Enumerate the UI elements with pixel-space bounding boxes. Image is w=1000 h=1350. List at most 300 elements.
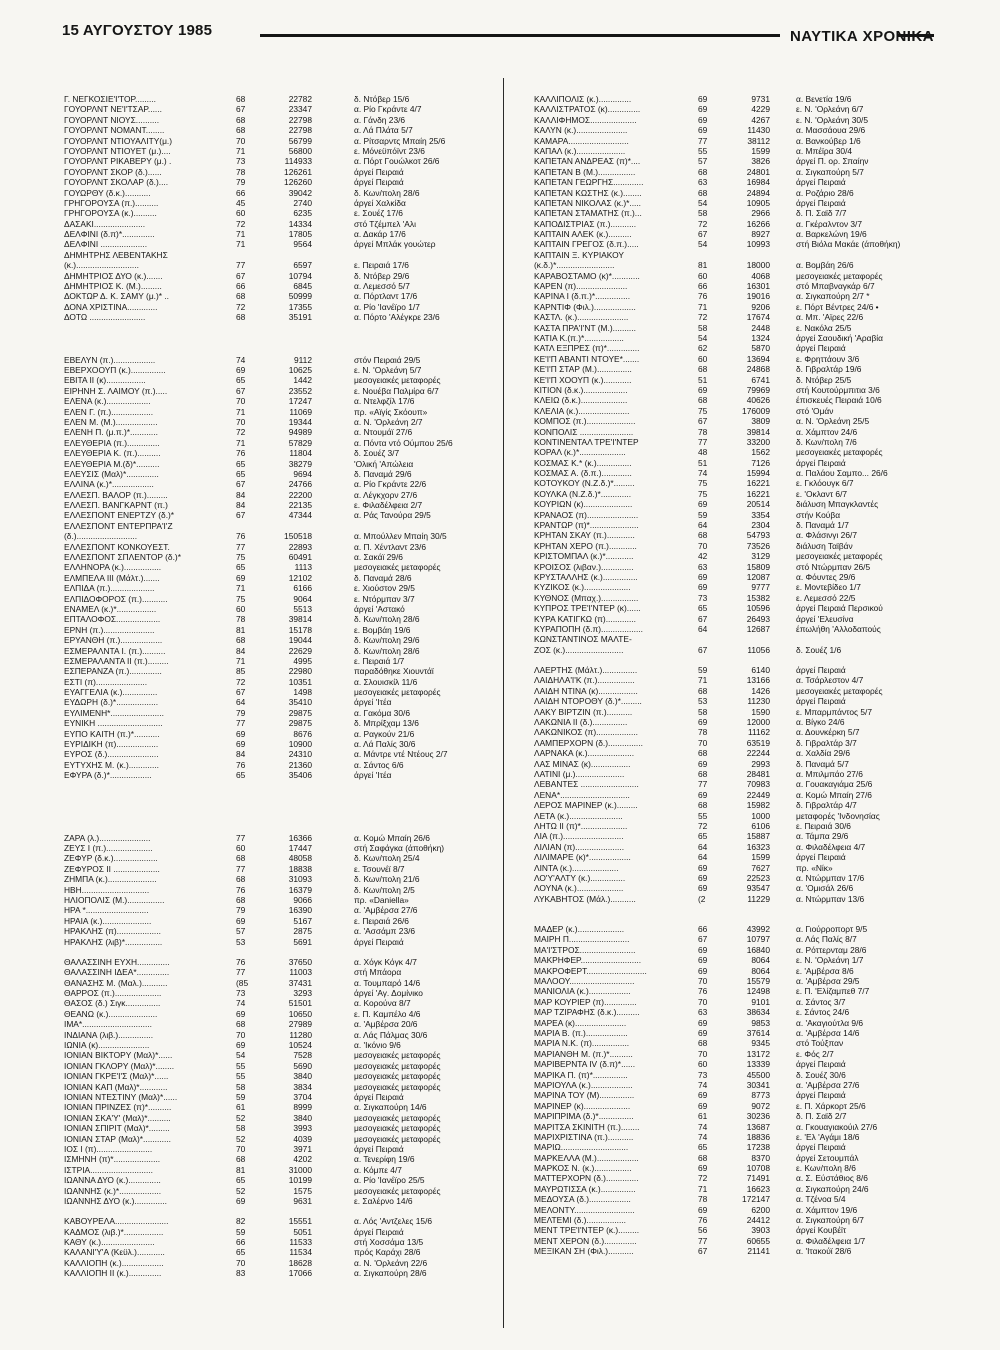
ship-row xyxy=(64,864,484,874)
ship-status: στή Σαφάγκα (άποθήκη) xyxy=(354,843,445,853)
ship-row xyxy=(534,323,954,333)
ship-name: ΙΩΑΝΝΗΣ (κ.)*.................. xyxy=(64,1185,162,1196)
tonnage: 22629 xyxy=(288,645,312,656)
ship-status: άργεί Πειραιά xyxy=(354,1226,404,1237)
tonnage: 16301 xyxy=(746,281,770,292)
ship-status: μεσογειακές μεταφορές xyxy=(796,447,883,458)
ship-row xyxy=(534,696,954,706)
ship-status: α. Τζένοα 5/4 xyxy=(796,1194,846,1205)
tonnage: 10794 xyxy=(288,270,312,281)
ship-status: στό Ντώρμπαν 26/5 xyxy=(796,561,871,572)
ship-status: ε. Πειραιά 30/6 xyxy=(796,820,851,831)
build-year: 69 xyxy=(698,1204,708,1215)
ship-row xyxy=(64,125,484,135)
build-year: 69 xyxy=(236,1195,246,1206)
build-year: 67 xyxy=(698,416,708,427)
ship-row xyxy=(534,572,954,582)
ship-row xyxy=(64,635,484,645)
ship-row xyxy=(534,1059,954,1069)
build-year: 72 xyxy=(236,676,246,687)
ship-status: α. Πόρτ Γουώλκοτ 26/6 xyxy=(354,156,440,167)
tonnage: 22782 xyxy=(288,94,312,104)
ship-name: ΚΡΟΙΣΟΣ (λιβαν.).............. xyxy=(534,561,634,572)
ship-status: άργεί Πειραιά xyxy=(796,197,846,208)
ship-name: ΜΑΝΙΟΛΙΑ (κ.).................. xyxy=(534,986,631,997)
build-year: 72 xyxy=(236,427,246,438)
build-year: 51 xyxy=(698,374,708,385)
tonnage: 11280 xyxy=(289,1029,312,1040)
ship-row xyxy=(64,583,484,593)
tonnage: 150518 xyxy=(284,531,312,542)
ship-row xyxy=(534,1111,954,1121)
build-year: 69 xyxy=(698,571,708,582)
ship-row xyxy=(64,1237,484,1247)
build-year: 79 xyxy=(236,905,246,916)
build-year: 72 xyxy=(698,312,708,323)
build-year: 68 xyxy=(236,635,246,646)
ship-status: α. Μασσάουα 29/6 xyxy=(796,125,866,136)
ship-status: ε. Νακόλα 25/5 xyxy=(796,322,852,333)
ship-name: ΓΟΥΟΡΛΝΤ ΝΙΟΥΣ.......... xyxy=(64,114,160,125)
tonnage: 8064 xyxy=(751,955,770,966)
ship-name: ΕΛΛΗΝΟΡΑ (κ.)................ xyxy=(64,562,162,573)
ship-name: ΚΕ'Ι'Π ΣΤΑΡ (Μ.)............... xyxy=(534,364,632,375)
ship-status: ε. 'Ελ 'Αγάμι 18/6 xyxy=(796,1131,860,1142)
ship-status: άργεί Πειραιά xyxy=(796,852,846,863)
ship-row xyxy=(534,167,954,177)
ship-row xyxy=(64,219,484,229)
tonnage: 9101 xyxy=(751,996,770,1007)
tonnage: 79969 xyxy=(746,384,770,395)
ship-row xyxy=(534,489,954,499)
ship-name: ΜΑΡΙΝΑ ΤΟΥ (Μ)............... xyxy=(534,1090,635,1101)
tonnage: 16984 xyxy=(746,177,770,188)
build-year: 76 xyxy=(698,1215,708,1226)
tonnage: 11533 xyxy=(289,1237,312,1248)
ship-status: α. Λέγκχορν 27/6 xyxy=(354,489,418,500)
ship-row xyxy=(64,1186,484,1196)
tonnage: 18838 xyxy=(288,863,312,874)
tonnage: 18000 xyxy=(746,260,770,271)
ship-row xyxy=(534,1049,954,1059)
tonnage: 22449 xyxy=(746,789,770,800)
build-year: 68 xyxy=(698,364,708,375)
ship-status: ε. Χιούστον 29/5 xyxy=(354,583,415,594)
tonnage: 3993 xyxy=(293,1123,312,1134)
ship-status: α. Κόμπε 4/7 xyxy=(354,1164,402,1175)
tonnage: 9631 xyxy=(293,1195,312,1206)
ship-row xyxy=(64,386,484,396)
ship-row xyxy=(534,779,954,789)
ship-row xyxy=(64,853,484,863)
ship-name: ΕΥΤΥΧΗΣ Μ. (κ.)............. xyxy=(64,759,159,770)
build-year: 52 xyxy=(236,1112,246,1123)
build-year: 54 xyxy=(236,1050,246,1061)
ship-row xyxy=(534,769,954,779)
tonnage: 114933 xyxy=(284,156,312,167)
ship-name: ΚΑΠΕΤΑΝ ΑΝΔΡΕΑΣ (π)*.... xyxy=(534,156,641,167)
build-year: 65 xyxy=(236,458,246,469)
tonnage: 15887 xyxy=(746,831,770,842)
build-year: 76 xyxy=(236,759,246,770)
ship-status: άργεί Χαλκίδα xyxy=(354,197,406,208)
ship-status: ε. Φός 2/7 xyxy=(796,1048,834,1059)
ship-row xyxy=(64,1071,484,1081)
ship-status: άργεί Πειραιά xyxy=(796,1059,846,1070)
build-year: 81 xyxy=(236,1164,246,1175)
tonnage: 50999 xyxy=(288,291,312,302)
ship-name: ΕΥΔΩΡΗ (δ.)*.................. xyxy=(64,697,159,708)
ship-row xyxy=(64,302,484,312)
tonnage: 10993 xyxy=(746,239,770,250)
build-year: 59 xyxy=(236,1091,246,1102)
tonnage: 26493 xyxy=(746,613,770,624)
tonnage: 5051 xyxy=(293,1226,312,1237)
ship-status: δ. Παναμά 5/7 xyxy=(796,758,849,769)
ship-name: ΜΑΡΙΒΕΡΝΤΑ ΙV (δ.π)*...... xyxy=(534,1059,636,1070)
ship-status: α. Ράς Τανούρα 29/5 xyxy=(354,510,431,521)
ship-status: α. 'Ιτακούϊ 28/6 xyxy=(796,1246,852,1257)
ship-row xyxy=(64,198,484,208)
ship-row xyxy=(534,1225,954,1235)
build-year: 68 xyxy=(698,685,708,696)
ship-name: ΚΛΕΛΙΑ (κ.)...................... xyxy=(534,405,630,416)
ship-status: άργεί Πειραιά xyxy=(796,457,846,468)
ship-status: άργεί Πειραιά xyxy=(796,177,846,188)
build-year: 67 xyxy=(698,644,708,655)
build-year: 68 xyxy=(236,853,246,864)
ship-name: ΚΑΡΕΝ (π)...................... xyxy=(534,281,628,292)
ship-status: ε. Σαλέρνο 14/6 xyxy=(354,1195,413,1206)
ship-row xyxy=(64,1258,484,1268)
ship-status: άργεί Πειραιά xyxy=(354,1091,404,1102)
ship-status: άργεί Σετουμπάλ xyxy=(796,1152,859,1163)
ship-row xyxy=(64,677,484,687)
build-year: 69 xyxy=(698,789,708,800)
tonnage: 24801 xyxy=(746,166,770,177)
ship-name: ΔΗΜΗΤΡΙΟΣ Κ. (Μ.)......... xyxy=(64,281,162,292)
ship-status: στό Τούξπαν xyxy=(796,1038,844,1049)
ship-row xyxy=(64,573,484,583)
tonnage: 7126 xyxy=(751,457,770,468)
ship-row xyxy=(64,998,484,1008)
build-year: 60 xyxy=(698,270,708,281)
build-year: 77 xyxy=(236,863,246,874)
ship-status: α. Γιούρροπορτ 9/5 xyxy=(796,924,868,935)
ship-name: ΙΣΜΗΝΗ (π)*.................... xyxy=(64,1154,161,1165)
ship-name: ΘΕΑΝΩ (κ.)..................... xyxy=(64,1008,158,1019)
ship-row xyxy=(534,883,954,893)
ship-row xyxy=(64,115,484,125)
tonnage: 16366 xyxy=(288,832,312,843)
build-year: 68 xyxy=(236,1154,246,1165)
ship-name: ΚΑΘΥ (κ.)....................... xyxy=(64,1237,155,1248)
build-year: 72 xyxy=(698,820,708,831)
ship-status: α. Χάμπτον 19/6 xyxy=(796,1204,858,1215)
ship-row xyxy=(534,375,954,385)
tonnage: 15579 xyxy=(746,976,770,987)
ship-name: ΜΑΥΡΩΤΙΣΣΑ (κ.)............... xyxy=(534,1183,636,1194)
ship-status: στήν Κούβα xyxy=(796,509,841,520)
ship-row xyxy=(64,291,484,301)
tonnage: 4267 xyxy=(751,114,770,125)
ship-row xyxy=(64,427,484,437)
build-year: 65 xyxy=(236,468,246,479)
ship-name: ΕΛΛΕΣΠ. ΒΑΛΟΡ (π.)......... xyxy=(64,489,168,500)
header-rule xyxy=(260,34,780,37)
build-year: 68 xyxy=(236,125,246,136)
ship-row xyxy=(64,1268,484,1278)
ship-row xyxy=(64,760,484,770)
tonnage: 37431 xyxy=(288,977,312,988)
tonnage: 17247 xyxy=(288,396,312,407)
build-year: 74 xyxy=(236,998,246,1009)
ship-status: ε. Πειραιά 17/6 xyxy=(354,260,409,271)
ship-name: ΕΛΕΝΑ (κ.)................... xyxy=(64,396,151,407)
build-year: 65 xyxy=(236,770,246,781)
tonnage: 27989 xyxy=(288,1019,312,1030)
ship-name: ΓΡΗΓΟΡΟΥΣΑ (π.).......... xyxy=(64,197,159,208)
ship-row xyxy=(64,459,484,469)
ship-row xyxy=(64,1216,484,1226)
ship-name: ΚΑΠΕΤΑΝ ΚΩΣΤΗΣ (κ.)........ xyxy=(534,187,642,198)
ship-status: μεσογειακές μεταφορές xyxy=(354,1112,441,1123)
ship-name: ΚΑΛΛΙΟΠΗ ΙΙ (κ.).............. xyxy=(64,1268,162,1279)
ship-name: ΛΕΤΑ (κ.)....................... xyxy=(534,810,623,821)
ship-row xyxy=(534,510,954,520)
ship-status: α. Λάς Πάλμας 30/6 xyxy=(354,1029,428,1040)
ship-row xyxy=(64,1082,484,1092)
ship-row xyxy=(534,312,954,322)
tonnage: 13166 xyxy=(746,675,770,686)
build-year: 76 xyxy=(236,884,246,895)
ship-status: στή Μπάορα xyxy=(354,967,402,978)
ship-name: ΘΑΡΡΟΣ (π.).................... xyxy=(64,988,162,999)
ship-status: ε. Π. Χάρκορτ 25/6 xyxy=(796,1100,866,1111)
ship-name: ΓΟΥΟΡΛΝΤ ΝΤΙΟΥΕΤ (μ.).... xyxy=(64,145,171,156)
tonnage: 12102 xyxy=(288,572,312,583)
build-year: 60 xyxy=(698,353,708,364)
ship-status: α. Μπιλμπάο 27/6 xyxy=(796,769,863,779)
ship-row xyxy=(64,843,484,853)
ship-name: ΚΑΡΙΝΑ Ι (δ.π.)*............... xyxy=(534,291,631,302)
build-year: 64 xyxy=(236,697,246,708)
build-year: 67 xyxy=(236,385,246,396)
ship-status: στή Κουτούρμπιτια 3/6 xyxy=(796,384,880,395)
tonnage: 17066 xyxy=(288,1268,312,1279)
ship-name: ΗΡΑΚΛΗΣ (π)................... xyxy=(64,926,161,937)
tonnage: 9345 xyxy=(751,1038,770,1049)
ship-name: ΚΑΛΛΙΣΤΡΑΤΟΣ (κ).............. xyxy=(534,104,641,115)
ship-status: ε. Φιλαδέλφεια 2/7 xyxy=(354,500,423,511)
ship-row xyxy=(534,873,954,883)
ship-status: ε. Π. 'Ελίζαμπεθ 7/7 xyxy=(796,986,870,997)
ship-row xyxy=(64,94,484,104)
ship-status: δ. Γιβραλτάρ 3/7 xyxy=(796,737,857,748)
tonnage: 22523 xyxy=(746,872,770,883)
ship-name: ΚΑΡΑΒΟΣΤΑΜΟ (κ)*............ xyxy=(534,270,640,281)
build-year: 84 xyxy=(236,749,246,760)
build-year: 77 xyxy=(236,718,246,729)
ship-name: ΜΑΚΡΟΦΕΡΤ.......................... xyxy=(534,965,647,976)
ship-status: μεσογειακές μεταφορές xyxy=(796,551,883,562)
ship-section xyxy=(534,94,954,655)
build-year: 67 xyxy=(236,104,246,115)
ship-status: άργεί 'Αστακό xyxy=(354,603,405,614)
tonnage: 24894 xyxy=(746,187,770,198)
ship-status: α. 'Ομισάλ 26/6 xyxy=(796,883,854,894)
ship-row xyxy=(534,458,954,468)
tonnage: 9066 xyxy=(293,894,312,905)
build-year: 70 xyxy=(236,396,246,407)
ship-row xyxy=(534,343,954,353)
ship-name: ΛΥΚΑΒΗΤΟΣ (Μάλ.)........... xyxy=(534,893,636,904)
ship-row xyxy=(534,146,954,156)
build-year: 70 xyxy=(698,540,708,551)
build-year: 81 xyxy=(236,624,246,635)
ship-name: ΛΙΛΙΜΑΡΕ (κ)*.................. xyxy=(534,852,631,863)
ship-name: ΛΑΚΩΝΙΚΟΣ (π).................. xyxy=(534,727,638,738)
ship-name: ΚΟΣΜΑΣ Κ.* (κ.)............... xyxy=(534,457,632,468)
build-year: 53 xyxy=(698,696,708,707)
ship-status: ε. Μόνεϋπόϊντ 23/6 xyxy=(354,145,425,156)
build-year: 64 xyxy=(698,841,708,852)
build-year: 77 xyxy=(236,541,246,552)
tonnage: 11804 xyxy=(289,448,312,459)
tonnage: 10905 xyxy=(746,197,770,208)
ship-name: ΕΥΝΙΚΗ ............................ xyxy=(64,718,163,729)
ship-name: ΚΥΡΑ ΚΑΤΙΓΚΩ (π)............. xyxy=(534,613,636,624)
tonnage: 22798 xyxy=(288,114,312,125)
build-year: 68 xyxy=(698,187,708,198)
ship-row xyxy=(534,1142,954,1152)
build-year: 58 xyxy=(698,208,708,219)
ship-status: δ. Κων/πολη 7/6 xyxy=(796,436,857,447)
tonnage: 4068 xyxy=(751,270,770,281)
ship-name: ΚΑΠΟΔΙΣΤΡΙΑΣ (π.)........... xyxy=(534,218,637,229)
ship-status: δ. Κων/πολη 21/6 xyxy=(354,874,420,885)
tonnage: 7528 xyxy=(293,1050,312,1061)
ship-row xyxy=(64,281,484,291)
build-year: 68 xyxy=(698,166,708,177)
ship-status: ε. Πειραιά 1/7 xyxy=(354,655,405,666)
build-year: 69 xyxy=(698,1090,708,1101)
build-year: 77 xyxy=(236,832,246,843)
build-year: 85 xyxy=(236,666,246,677)
build-year: 71 xyxy=(698,1183,708,1194)
build-year: 68 xyxy=(698,530,708,541)
ship-row xyxy=(534,395,954,405)
ship-name: ΖΟΣ (κ.)......................... xyxy=(534,644,624,655)
ship-row xyxy=(64,614,484,624)
ship-name: ΚΩΝΣΤΑΝΤΙΝΟΣ ΜΑΛΤΕ- xyxy=(534,634,632,645)
ship-row xyxy=(534,997,954,1007)
ship-name: ΚΟΥΛΚΑ (Ν.Ζ.δ.)*............. xyxy=(534,488,632,499)
ship-row xyxy=(64,594,484,604)
build-year: 68 xyxy=(236,874,246,885)
ship-row xyxy=(64,521,484,531)
tonnage: 35406 xyxy=(288,770,312,781)
tonnage: 1590 xyxy=(751,706,770,717)
build-year: 69 xyxy=(236,739,246,750)
tonnage: 19344 xyxy=(288,416,312,427)
ship-name: ΚΑΠΤΑΙΝ ΓΡΕΓΟΣ (δ.π.)..... xyxy=(534,239,639,250)
tonnage: 6235 xyxy=(293,208,312,219)
ship-row xyxy=(64,1196,484,1206)
build-year: 65 xyxy=(698,1142,708,1153)
ship-name: ΜΑΔΕΡ (κ.).................... xyxy=(534,924,625,935)
ship-name: Γ. ΝΕΓΚΟΣΙΕ'Ι'ΤΟΡ......... xyxy=(64,94,156,104)
ship-row xyxy=(534,104,954,114)
ship-row xyxy=(64,448,484,458)
build-year: 55 xyxy=(698,810,708,821)
ship-row xyxy=(534,406,954,416)
ship-row xyxy=(64,1019,484,1029)
build-year: 67 xyxy=(236,270,246,281)
tonnage: 24766 xyxy=(288,479,312,490)
ship-row xyxy=(64,988,484,998)
ship-status: α. 'Αμβέρσα 27/6 xyxy=(354,905,418,916)
ship-row xyxy=(64,562,484,572)
build-year: 70 xyxy=(698,976,708,987)
tonnage: 2448 xyxy=(751,322,770,333)
ship-row xyxy=(534,821,954,831)
ship-status: α. Σάντος 6/6 xyxy=(354,759,404,770)
build-year: 69 xyxy=(698,1027,708,1038)
tonnage: 21141 xyxy=(747,1246,770,1257)
tonnage: 9694 xyxy=(293,468,312,479)
ship-row xyxy=(64,833,484,843)
build-year: 71 xyxy=(236,655,246,666)
ship-status: ε. Βομβάη 19/6 xyxy=(354,624,411,635)
ship-row xyxy=(534,562,954,572)
build-year: 51 xyxy=(698,457,708,468)
ship-name: ΕΛΕΝ Γ. (π.).................. xyxy=(64,406,154,417)
build-year: 69 xyxy=(698,1017,708,1028)
ship-name: ΕΣΜΕΡΑΛΝΤΑ Ι. (π.).......... xyxy=(64,645,166,656)
ship-row xyxy=(64,656,484,666)
build-year: 69 xyxy=(698,94,708,104)
ship-name: ΘΑΛΑΣΣΙΝΗ ΙΔΕΑ*.............. xyxy=(64,967,170,978)
ship-row xyxy=(534,686,954,696)
tonnage: 63519 xyxy=(746,737,770,748)
ship-row xyxy=(64,438,484,448)
ship-name: ΚΕ'Ι'Π ΧΟΟΥΠ (κ.)............ xyxy=(534,374,632,385)
build-year: 64 xyxy=(698,852,708,863)
tonnage: 11056 xyxy=(747,644,770,655)
ship-status: α. Χαλδία 29/6 xyxy=(796,748,850,759)
tonnage: 1498 xyxy=(293,687,312,698)
build-year: 70 xyxy=(698,1048,708,1059)
tonnage: 93547 xyxy=(746,883,770,894)
ship-status: μεσογειακές μεταφορές xyxy=(796,685,883,696)
ship-row xyxy=(534,1070,954,1080)
build-year: 58 xyxy=(698,322,708,333)
ship-status: άργεί Πειραιά xyxy=(796,696,846,707)
ship-status: άργεί Π. ορ. Σπαίην xyxy=(796,156,869,167)
build-year: 69 xyxy=(698,384,708,395)
build-year: 69 xyxy=(236,1008,246,1019)
build-year: 83 xyxy=(236,1268,246,1279)
ship-row xyxy=(534,468,954,478)
ship-name: ΔΟΤΩ ........................ xyxy=(64,312,146,323)
ship-row xyxy=(64,469,484,479)
tonnage: 6166 xyxy=(293,583,312,594)
ship-row xyxy=(534,831,954,841)
ship-row xyxy=(64,510,484,520)
tonnage: 3840 xyxy=(293,1112,312,1123)
ship-name: ΚΑΔΜΟΣ (λιβ.)*................. xyxy=(64,1226,164,1237)
